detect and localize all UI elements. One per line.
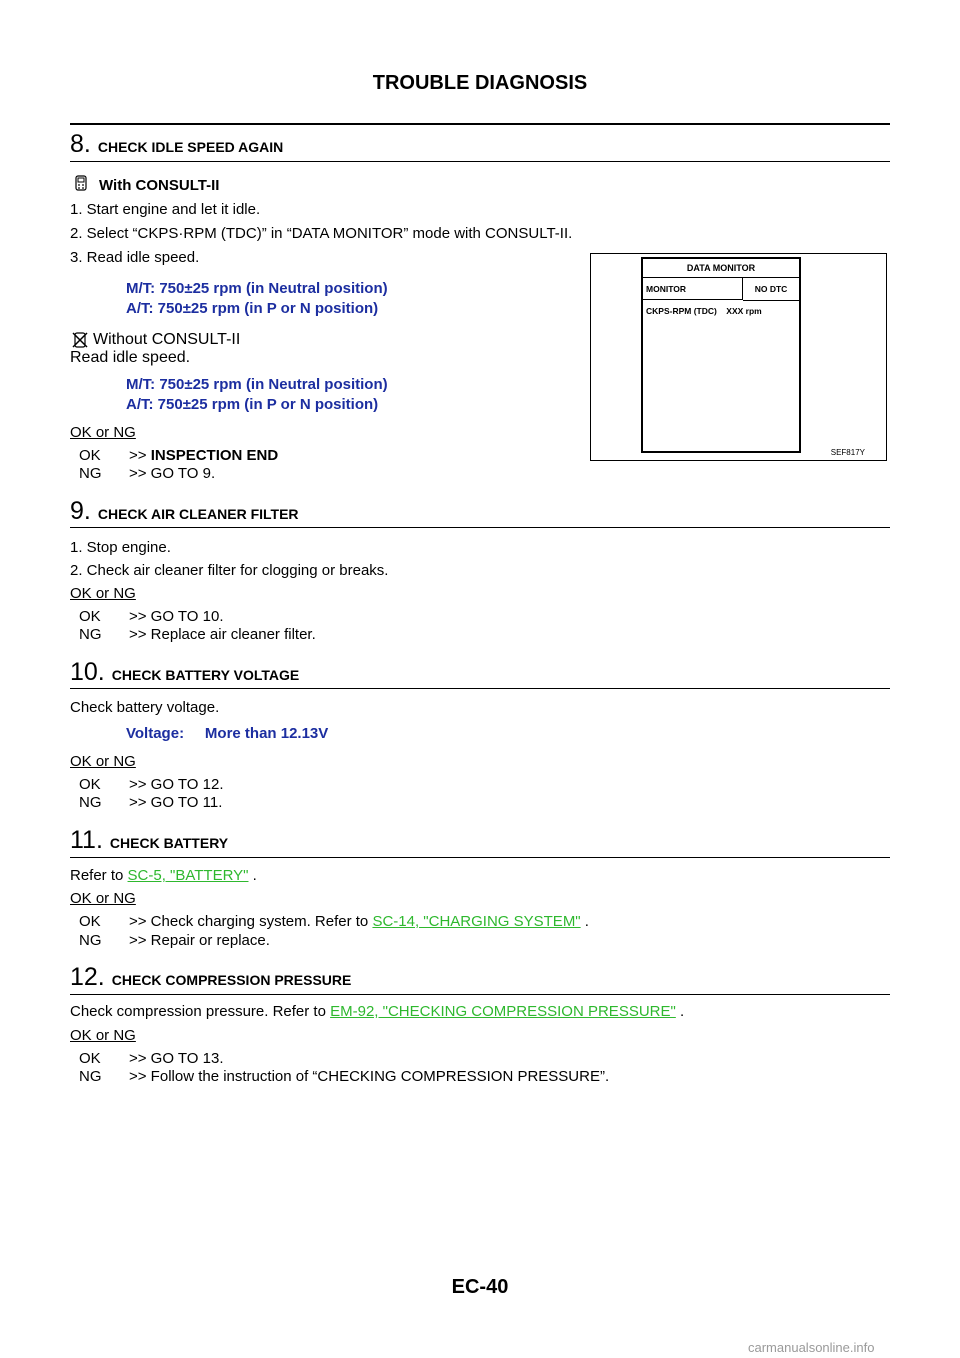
step-10-rule xyxy=(70,688,890,689)
page-number: EC-40 xyxy=(451,1276,509,1298)
step-10-ng-result: NG >> GO TO 11. xyxy=(79,794,223,811)
header-rule xyxy=(70,123,890,125)
no-consult-icon xyxy=(71,331,89,349)
step-11-ok-result: OK >> Check charging system. Refer to SC-14, "CHARGING SYSTEM" . xyxy=(79,913,589,930)
step-8-ok-result: OK >> INSPECTION END xyxy=(79,447,279,464)
spec-mt-idle: M/T: 750±25 rpm (in Neutral position) xyxy=(126,280,388,297)
step-12-ok-result: OK >> GO TO 13. xyxy=(79,1050,224,1067)
step-9-ok-result: OK >> GO TO 10. xyxy=(79,608,224,625)
step-10-number: 10. xyxy=(70,658,105,686)
data-monitor-screen xyxy=(641,257,801,453)
step-10-ok-result: OK >> GO TO 12. xyxy=(79,776,224,793)
charging-system-link[interactable]: SC-14, "CHARGING SYSTEM" xyxy=(372,913,581,930)
step-12-ok-ng: OK or NG xyxy=(70,1027,136,1044)
step-12-rule xyxy=(70,994,890,995)
step-8-number: 8. xyxy=(70,130,91,158)
step-8-rule xyxy=(70,161,890,162)
step-11-reference: Refer to SC-5, "BATTERY" . xyxy=(70,867,257,884)
step-9-rule xyxy=(70,527,890,528)
without-consult-label: Without CONSULT-II xyxy=(93,331,241,348)
battery-link[interactable]: SC-5, "BATTERY" xyxy=(127,867,249,884)
step-8-ng-result: NG >> GO TO 9. xyxy=(79,465,216,482)
no-dtc-label: NO DTC xyxy=(743,278,799,301)
step-11-ng-result: NG >> Repair or replace. xyxy=(79,932,270,949)
step-12-ng-result: NG >> Follow the instruction of “CHECKING COMPRESSION PRESSURE”. xyxy=(79,1068,610,1085)
step-11-heading: CHECK BATTERY xyxy=(109,835,229,851)
step-8-item-1: 1. Start engine and let it idle. xyxy=(70,201,261,218)
spec-voltage: Voltage: More than 12.13V xyxy=(126,725,329,742)
page-title: TROUBLE DIAGNOSIS xyxy=(372,72,588,94)
step-10-heading: CHECK BATTERY VOLTAGE xyxy=(111,667,300,683)
monitor-row xyxy=(646,306,762,316)
without-consult-text: Read idle speed. xyxy=(70,349,191,366)
step-11-title xyxy=(70,826,228,855)
spec-mt-idle-2: M/T: 750±25 rpm (in Neutral position) xyxy=(126,376,388,393)
step-8-title xyxy=(70,130,283,159)
spec-at-idle: A/T: 750±25 rpm (in P or N position) xyxy=(126,300,379,317)
step-11-ok-ng: OK or NG xyxy=(70,890,136,907)
step-12-number: 12. xyxy=(70,963,105,991)
spec-at-idle-2: A/T: 750±25 rpm (in P or N position) xyxy=(126,396,379,413)
step-12-heading: CHECK COMPRESSION PRESSURE xyxy=(111,972,352,988)
step-9-number: 9. xyxy=(70,497,91,525)
step-8-item-2: 2. Select “CKPS·RPM (TDC)” in “DATA MONITOR” mode with CONSULT-II. xyxy=(70,225,573,242)
step-8-ok-ng: OK or NG xyxy=(70,424,136,441)
step-10-title xyxy=(70,658,299,687)
data-monitor-title: DATA MONITOR xyxy=(643,259,799,278)
step-11-number: 11. xyxy=(70,826,103,854)
step-8-item-3: 3. Read idle speed. xyxy=(70,249,200,266)
step-9-ng-result: NG >> Replace air cleaner filter. xyxy=(79,626,316,643)
step-10-text: Check battery voltage. xyxy=(70,699,220,716)
step-11-rule xyxy=(70,857,890,858)
with-consult-label: With CONSULT-II xyxy=(99,177,220,194)
compression-pressure-link[interactable]: EM-92, "CHECKING COMPRESSION PRESSURE" xyxy=(330,1003,676,1020)
data-monitor-figure xyxy=(590,253,887,461)
step-10-ok-ng: OK or NG xyxy=(70,753,136,770)
monitor-label: MONITOR xyxy=(643,278,743,300)
step-9-item-1: 1. Stop engine. xyxy=(70,539,171,556)
step-9-item-2: 2. Check air cleaner filter for clogging or breaks. xyxy=(70,562,389,579)
step-8-heading: CHECK IDLE SPEED AGAIN xyxy=(97,139,284,155)
monitor-item: CKPS-RPM (TDC) xyxy=(646,306,717,316)
monitor-value: XXX rpm xyxy=(726,306,762,316)
consult-tool-icon xyxy=(72,174,90,192)
step-9-heading: CHECK AIR CLEANER FILTER xyxy=(97,506,299,522)
step-9-title xyxy=(70,497,299,526)
watermark-text: carmanualsonline.info xyxy=(748,1340,875,1355)
step-12-reference: Check compression pressure. Refer to EM-92, "CHECKING COMPRESSION PRESSURE" . xyxy=(70,1003,685,1020)
step-12-title xyxy=(70,963,351,992)
figure-code: SEF817Y xyxy=(830,448,865,457)
step-9-ok-ng: OK or NG xyxy=(70,585,136,602)
